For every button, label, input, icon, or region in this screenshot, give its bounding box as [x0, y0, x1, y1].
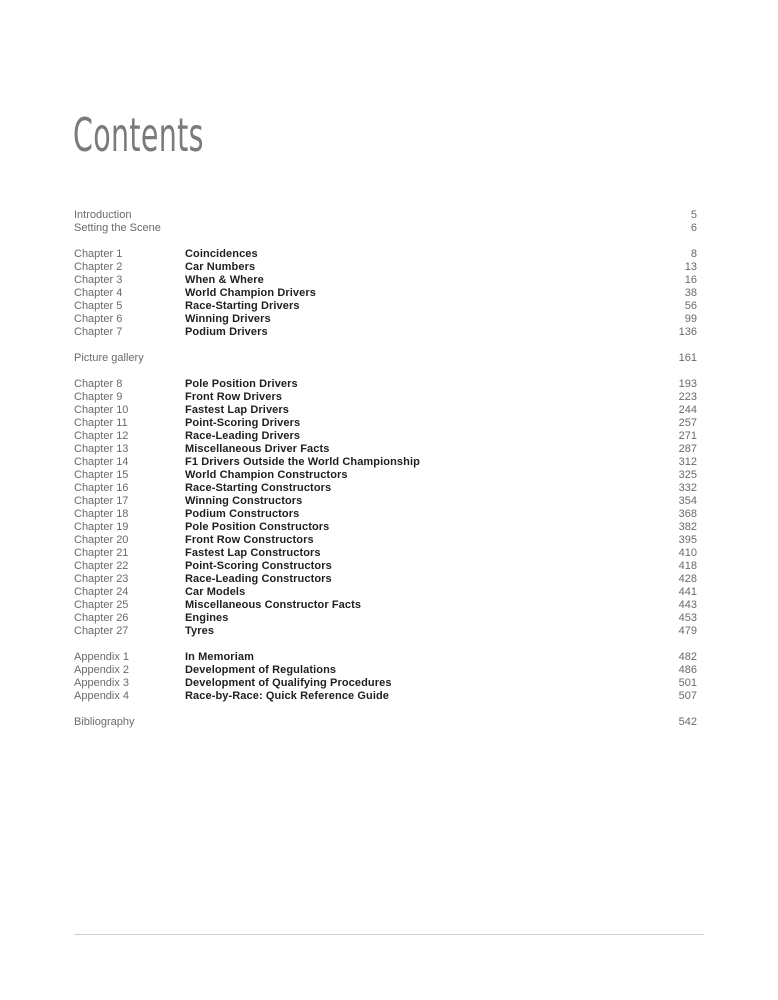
- toc-entry-label: Chapter 16: [74, 482, 129, 494]
- toc-entry-title: Pole Position Constructors: [185, 521, 330, 533]
- toc-entry-page-number: 38: [684, 287, 697, 299]
- toc-entry-label: Chapter 7: [74, 326, 123, 338]
- toc-entry-title: Race-Leading Constructors: [185, 573, 332, 585]
- toc-entry-label: Picture gallery: [74, 352, 144, 364]
- toc-entry-title: Front Row Constructors: [185, 534, 314, 546]
- toc-entry-label: Chapter 22: [74, 560, 129, 572]
- toc-entry[interactable]: [74, 456, 697, 469]
- toc-entry-label: Chapter 3: [74, 274, 123, 286]
- toc-entry-page-number: 8: [690, 248, 697, 260]
- toc-entry-page-number: 542: [678, 716, 697, 728]
- toc-entry-label: Chapter 6: [74, 313, 123, 325]
- toc-entry-title: Race-Starting Constructors: [185, 482, 332, 494]
- toc-entry-title: Race-Leading Drivers: [185, 430, 301, 442]
- toc-entry-title: [185, 209, 637, 222]
- toc-group: [74, 378, 697, 638]
- toc-entry-title: Podium Drivers: [185, 326, 268, 338]
- toc-entry-page-number: 257: [678, 417, 697, 429]
- toc-entry-label: Chapter 12: [74, 430, 129, 442]
- toc-entry-page-number: 418: [678, 560, 697, 572]
- footer-divider: [74, 934, 704, 935]
- toc-entry-page-number: 5: [690, 209, 697, 221]
- toc-entry[interactable]: [74, 508, 697, 521]
- toc-entry-label: Chapter 19: [74, 521, 129, 533]
- toc-entry-label: Chapter 11: [74, 417, 128, 429]
- toc-entry-page-number: 486: [678, 664, 697, 676]
- toc-entry-title: Point-Scoring Drivers: [185, 417, 301, 429]
- toc-entry[interactable]: [74, 716, 697, 729]
- toc-entry[interactable]: [74, 352, 697, 365]
- toc-entry-title: Engines: [185, 612, 229, 624]
- toc-entry[interactable]: [74, 300, 697, 313]
- toc-entry-page-number: 441: [678, 586, 697, 598]
- toc-entry-page-number: 325: [678, 469, 697, 481]
- toc-entry-page-number: 382: [678, 521, 697, 533]
- toc-entry-title: Development of Regulations: [185, 664, 337, 676]
- toc-entry-title: World Champion Drivers: [185, 287, 316, 299]
- toc-entry-label: Chapter 23: [74, 573, 129, 585]
- toc-entry-label: Chapter 18: [74, 508, 129, 520]
- toc-entry-label: Chapter 27: [74, 625, 129, 637]
- toc-entry-page-number: 332: [678, 482, 697, 494]
- toc-entry-title: F1 Drivers Outside the World Championship: [185, 456, 420, 468]
- toc-entry[interactable]: [74, 287, 697, 300]
- toc-entry-label: Chapter 20: [74, 534, 129, 546]
- toc-entry[interactable]: [74, 521, 697, 534]
- toc-entry[interactable]: [74, 482, 697, 495]
- toc-entry-page-number: 479: [678, 625, 697, 637]
- toc-entry-title: Car Numbers: [185, 261, 256, 273]
- toc-entry-title: Podium Constructors: [185, 508, 300, 520]
- toc-entry-page-number: 482: [678, 651, 697, 663]
- toc-entry[interactable]: [74, 560, 697, 573]
- toc-entry[interactable]: [74, 612, 697, 625]
- toc-entry[interactable]: [74, 417, 697, 430]
- toc-entry-label: Chapter 4: [74, 287, 123, 299]
- toc-entry-page-number: 161: [678, 352, 697, 364]
- toc-entry-page-number: 99: [684, 313, 697, 325]
- toc-entry[interactable]: [74, 222, 697, 235]
- toc-entry-label: Chapter 17: [74, 495, 129, 507]
- toc-entry-page-number: 16: [684, 274, 697, 286]
- toc-entry-label: Chapter 25: [74, 599, 129, 611]
- toc-entry-title: [185, 352, 637, 365]
- toc-entry-page-number: 501: [678, 677, 697, 689]
- toc-entry-label: Chapter 15: [74, 469, 129, 481]
- toc-entry-page-number: 428: [678, 573, 697, 585]
- toc-entry-title: Front Row Drivers: [185, 391, 283, 403]
- toc-entry-page-number: 287: [678, 443, 697, 455]
- toc-entry[interactable]: [74, 209, 697, 222]
- toc-entry-title: In Memoriam: [185, 651, 254, 663]
- toc-entry[interactable]: [74, 430, 697, 443]
- toc-entry-title: Winning Drivers: [185, 313, 271, 325]
- toc-entry-label: Chapter 9: [74, 391, 123, 403]
- toc-entry-page-number: 136: [678, 326, 697, 338]
- toc-entry[interactable]: [74, 443, 697, 456]
- toc-group: [74, 248, 697, 339]
- toc-entry-title: Fastest Lap Constructors: [185, 547, 321, 559]
- toc-group: [74, 352, 697, 365]
- toc-entry-page-number: 6: [690, 222, 697, 234]
- toc-entry-label: Appendix 2: [74, 664, 130, 676]
- toc-entry-page-number: 312: [678, 456, 697, 468]
- toc-entry-title: Miscellaneous Driver Facts: [185, 443, 330, 455]
- toc-entry-page-number: 443: [678, 599, 697, 611]
- toc-entry-label: Chapter 26: [74, 612, 129, 624]
- toc-entry-title: [185, 716, 637, 729]
- toc-entry-title: Race-by-Race: Quick Reference Guide: [185, 690, 390, 702]
- toc-entry-title: World Champion Constructors: [185, 469, 348, 481]
- toc-entry-page-number: 56: [684, 300, 697, 312]
- toc-entry-label: Chapter 21: [74, 547, 129, 559]
- toc-entry[interactable]: [74, 391, 697, 404]
- toc-entry[interactable]: [74, 495, 697, 508]
- toc-entry-title: Miscellaneous Constructor Facts: [185, 599, 362, 611]
- toc-entry[interactable]: [74, 586, 697, 599]
- toc-entry[interactable]: [74, 326, 697, 339]
- toc-entry[interactable]: [74, 274, 697, 287]
- toc-entry-label: Chapter 2: [74, 261, 123, 273]
- toc-entry-title: Car Models: [185, 586, 246, 598]
- toc-entry-title: Coincidences: [185, 248, 258, 260]
- toc-entry-label: Chapter 13: [74, 443, 129, 455]
- toc-entry-label: Chapter 5: [74, 300, 123, 312]
- toc-entry-label: Appendix 3: [74, 677, 130, 689]
- toc-entry-title: Race-Starting Drivers: [185, 300, 300, 312]
- toc-entry-label: Chapter 14: [74, 456, 129, 468]
- toc-entry-label: Appendix 4: [74, 690, 130, 702]
- toc-entry-label: Chapter 1: [74, 248, 123, 260]
- toc-group: [74, 716, 697, 729]
- toc-entry[interactable]: [74, 469, 697, 482]
- toc-entry-page-number: 13: [684, 261, 697, 273]
- toc-entry-page-number: 271: [678, 430, 697, 442]
- toc-entry-page-number: 410: [678, 547, 697, 559]
- toc-entry-page-number: 354: [678, 495, 697, 507]
- toc-entry-title: Fastest Lap Drivers: [185, 404, 289, 416]
- toc-entry-page-number: 507: [678, 690, 697, 702]
- toc-entry-title: Pole Position Drivers: [185, 378, 298, 390]
- toc-entry-label: Appendix 1: [74, 651, 130, 663]
- toc-entry-page-number: 193: [678, 378, 697, 390]
- toc-entry-label: Introduction: [74, 209, 132, 221]
- table-of-contents: [74, 209, 697, 729]
- toc-group: [74, 209, 697, 235]
- toc-entry[interactable]: [74, 248, 697, 261]
- toc-entry[interactable]: [74, 404, 697, 417]
- toc-entry-title: Tyres: [185, 625, 215, 637]
- toc-entry-title: Point-Scoring Constructors: [185, 560, 332, 572]
- toc-entry-page-number: 395: [678, 534, 697, 546]
- toc-entry-title: Development of Qualifying Procedures: [185, 677, 392, 689]
- toc-group: [74, 651, 697, 703]
- toc-entry[interactable]: [74, 599, 697, 612]
- toc-entry-page-number: 453: [678, 612, 697, 624]
- toc-entry-page-number: 368: [678, 508, 697, 520]
- toc-entry[interactable]: [74, 690, 697, 703]
- toc-entry-label: Bibliography: [74, 716, 135, 728]
- toc-entry-label: Chapter 10: [74, 404, 129, 416]
- toc-entry-title: [185, 222, 637, 235]
- toc-entry[interactable]: [74, 261, 697, 274]
- toc-entry[interactable]: [74, 664, 697, 677]
- toc-entry-page-number: 223: [678, 391, 697, 403]
- toc-entry-label: Setting the Scene: [74, 222, 161, 234]
- toc-entry[interactable]: [74, 378, 697, 391]
- toc-entry[interactable]: [74, 313, 697, 326]
- toc-entry-label: Chapter 24: [74, 586, 129, 598]
- toc-entry[interactable]: [74, 547, 697, 560]
- toc-entry[interactable]: [74, 625, 697, 638]
- toc-entry-label: Chapter 8: [74, 378, 123, 390]
- page-title: Contents: [73, 108, 204, 162]
- toc-entry-title: Winning Constructors: [185, 495, 303, 507]
- toc-entry[interactable]: [74, 573, 697, 586]
- toc-entry[interactable]: [74, 677, 697, 690]
- toc-entry-title: When & Where: [185, 274, 264, 286]
- toc-entry[interactable]: [74, 534, 697, 547]
- toc-entry[interactable]: [74, 651, 697, 664]
- toc-entry-page-number: 244: [678, 404, 697, 416]
